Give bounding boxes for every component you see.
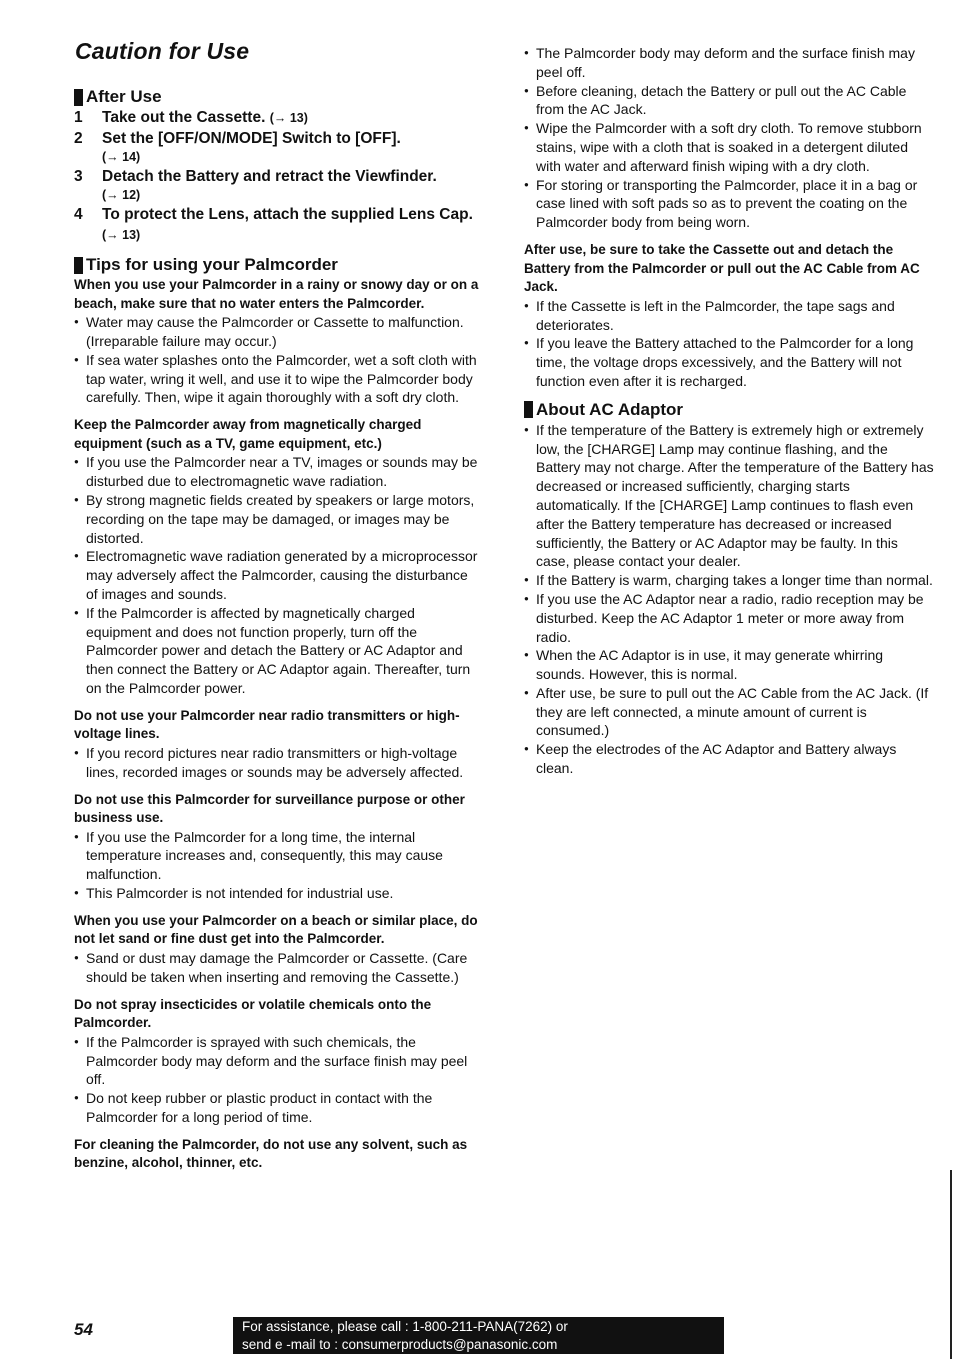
bullet-item: ● By strong magnetic fields created by speakers or large motors, recording on the tape may be damaged, or images may be distorted. [74,491,482,547]
after-use-steps [74,108,482,245]
bullet-item: ● If the Cassette is left in the Palmcorder, the tape sags and deteriorates. [524,297,934,335]
tip-group-title: Do not spray insecticides or volatile chemicals onto the Palmcorder. [74,996,432,1031]
assistance-email-line: send e -mail to : consumerproducts@panasonic.com [242,1336,558,1352]
tips-heading-text: Tips for using your Palmcorder [86,255,338,274]
page-edge-line [950,1170,952,1359]
tip-group-title: Do not use this Palmcorder for surveillance purpose or other business use. [74,791,465,826]
bullet-item: ● Keep the electrodes of the AC Adaptor and Battery always clean. [524,740,934,778]
bullet-item: ● Electromagnetic wave radiation generated by a microprocessor may adversely affect the Palmcorder, causing the disturbance of images and sounds. [74,547,482,603]
after-use-heading-text: After Use [86,87,162,106]
section-marker-icon [74,257,83,274]
step-number: 2 [74,130,83,147]
tip-group-title: When you use your Palmcorder on a beach or similar place, do not let sand or fine dust get into the Palmcorder. [74,912,478,947]
tip-bullets [74,1033,482,1127]
page-ref: (→ 12) [102,188,141,202]
tips-heading [74,254,482,276]
ac-adaptor-heading-text: About AC Adaptor [536,399,683,419]
tip-bullets [74,828,482,903]
tip-bullets [74,313,482,407]
bullet-item: ● Do not keep rubber or plastic product in contact with the Palmcorder for a long period of time. [74,1089,482,1127]
bullet-item: ● For storing or transporting the Palmcorder, place it in a bag or case lined with soft pads so as to prevent the coating on the Palmcorder body from being worn. [524,176,934,232]
bullet-item: ● If the Battery is warm, charging takes a longer time than normal. [524,571,934,590]
tip-group-title: When you use your Palmcorder in a rainy or snowy day or on a beach, make sure that no water enters the Palmcorder. [74,277,479,311]
section-marker-icon [74,89,83,106]
bullet-item: ● If you record pictures near radio transmitters or high-voltage lines, recorded images or sounds may be adversely affected. [74,744,482,782]
ac-adaptor-heading [524,399,934,421]
page-ref: (→ 13) [102,228,141,242]
tip-group-title: Keep the Palmcorder away from magnetically charged equipment (such as a TV, game equipment, etc.) [74,417,422,451]
bullet-item: ● If the temperature of the Battery is extremely high or extremely low, the [CHARGE] Lamp may continue flashing, and the Battery may not charge. After the temperature of the Battery has decreased or increased sufficiently, charging starts automatically. If the [CHARGE] Lamp continues to flash even after the Battery temperature has decreased or increased sufficiently, the Battery or AC Adaptor may be faulty. In this case, please contact your dealer. [524,421,934,571]
section-marker-icon [524,401,533,418]
tip-group-title: For cleaning the Palmcorder, do not use any solvent, such as benzine, alcohol, thinner, etc. [74,1136,468,1171]
step-item [74,167,482,204]
step-item [74,129,482,166]
step-text: Set the [OFF/ON/MODE] Switch to [OFF]. [102,130,401,147]
bullet-item: ● If you leave the Battery attached to the Palmcorder for a long time, the voltage drops excessively, and the Battery will not function even after it is recharged. [524,334,934,390]
bullet-item: ● If the Palmcorder is sprayed with such chemicals, the Palmcorder body may deform and the surface finish may peel off. [74,1033,482,1089]
after-use-caution-bullets [524,297,934,391]
bullet-item: ● Water may cause the Palmcorder or Cassette to malfunction. (Irreparable failure may occur.) [74,313,482,351]
step-text: To protect the Lens, attach the supplied Lens Cap. [102,206,473,223]
tip-bullets [74,453,482,697]
bullet-item: ● If you use the Palmcorder for a long time, the internal temperature increases and, consequently, this may cause malfunction. [74,828,482,884]
page-ref: (→ 14) [102,150,141,164]
after-use-heading [74,86,482,108]
step-text: Detach the Battery and retract the Viewfinder. [102,168,437,185]
step-number: 1 [74,109,83,126]
bullet-item: ● If you use the AC Adaptor near a radio, radio reception may be disturbed. Keep the AC Adaptor 1 meter or more away from radio. [524,590,934,646]
step-text: Take out the Cassette. [102,109,266,126]
tip-bullets [74,744,482,782]
bullet-item: ● Wipe the Palmcorder with a soft dry cloth. To remove stubborn stains, wipe with a cloth that is soaked in a detergent diluted with water and afterward finish wiping with a dry cloth. [524,119,934,175]
bullet-item: ● If the Palmcorder is affected by magnetically charged equipment and does not function properly, turn off the Palmcorder power and detach the Battery or AC Adaptor and then connect the Battery or AC Adaptor again. Thereafter, turn on the Palmcorder power. [74,604,482,698]
assistance-box [233,1317,724,1354]
left-column [74,86,482,1173]
step-number: 4 [74,206,83,223]
tip-group-title: Do not use your Palmcorder near radio transmitters or high-voltage lines. [74,707,460,742]
page-title: Caution for Use [75,38,250,64]
bullet-item: ● This Palmcorder is not intended for industrial use. [74,884,482,903]
bullet-item: ● If you use the Palmcorder near a TV, images or sounds may be disturbed due to electromagnetic wave radiation. [74,453,482,491]
bullet-item: ● If sea water splashes onto the Palmcorder, wet a soft cloth with tap water, wring it well, and use it to wipe the Palmcorder body carefully. Then, wipe it again thoroughly with a soft dry cloth. [74,351,482,407]
ac-adaptor-bullets [524,421,934,778]
step-item [74,108,482,128]
after-use-caution-title: After use, be sure to take the Cassette out and detach the Battery from the Palmcorder or pull out the AC Cable from AC Jack. [524,241,920,295]
cleaning-bullets [524,44,934,232]
bullet-item: ● When the AC Adaptor is in use, it may generate whirring sounds. However, this is normal. [524,646,934,684]
bullet-item: ● After use, be sure to pull out the AC Cable from the AC Jack. (If they are left connected, a minute amount of current is consumed.) [524,684,934,740]
page-number: 54 [74,1320,93,1339]
step-item [74,205,482,245]
page-ref: (→ 13) [269,111,308,125]
bullet-item: ● The Palmcorder body may deform and the surface finish may peel off. [524,44,934,82]
right-column [524,44,934,778]
assistance-phone-line: For assistance, please call : 1-800-211-PANA(7262) or [242,1319,568,1334]
bullet-item: ● Before cleaning, detach the Battery or pull out the AC Cable from the AC Jack. [524,82,934,120]
bullet-item: ● Sand or dust may damage the Palmcorder or Cassette. (Care should be taken when inserting and removing the Cassette.) [74,949,482,987]
tip-bullets [74,949,482,987]
step-number: 3 [74,168,83,185]
